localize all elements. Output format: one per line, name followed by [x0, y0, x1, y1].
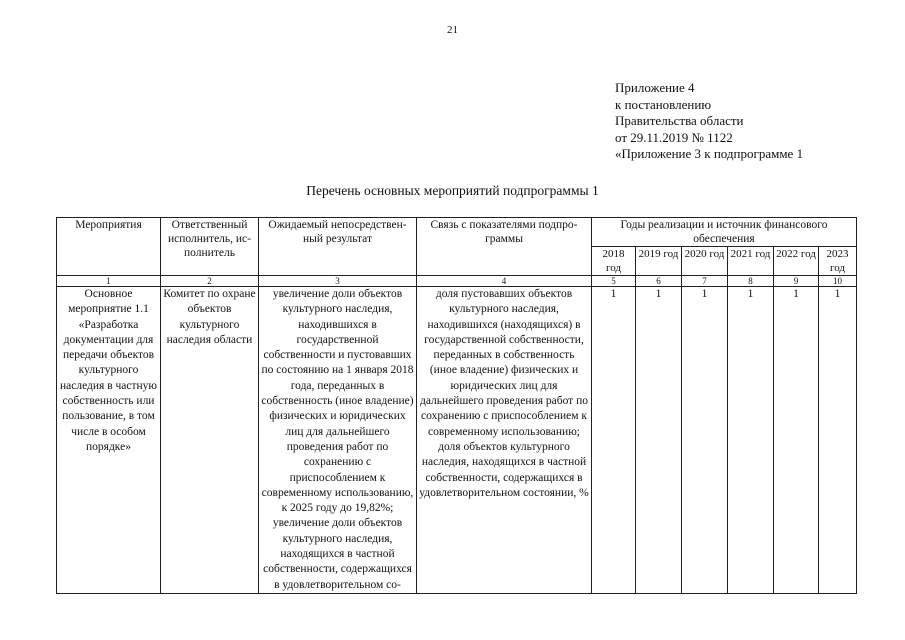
- header-years-group: Годы реализации и источник финансового обеспечения: [592, 218, 857, 247]
- cell-measure: Основное мероприятие 1.1 «Разработка документации для передачи объектов культурного наследия в частную собственность или пользование, в том числе в особом порядке»: [57, 287, 161, 594]
- column-number: 2: [161, 276, 259, 287]
- header-year: 2019 год: [636, 247, 682, 276]
- appendix-block: [615, 80, 803, 163]
- cell-year-mark: 1: [728, 287, 774, 594]
- header-measures: Мероприятия: [57, 218, 161, 276]
- appendix-line: Правительства области: [615, 113, 744, 128]
- column-number: 6: [636, 276, 682, 287]
- header-year: 2023 год: [819, 247, 857, 276]
- column-number: 10: [819, 276, 857, 287]
- cell-year-mark: 1: [819, 287, 857, 594]
- header-year: 2021 год: [728, 247, 774, 276]
- header-indicator-link: Связь с показателями подпро-граммы: [417, 218, 592, 276]
- appendix-line: от 29.11.2019 № 1122: [615, 129, 733, 145]
- appendix-line: Приложение 4: [615, 80, 695, 95]
- cell-year-mark: 1: [774, 287, 819, 594]
- header-expected-result: Ожидаемый непосредствен-ный результат: [259, 218, 417, 276]
- appendix-line: «Приложение 3 к подпрограмме 1: [615, 146, 804, 161]
- column-number: 3: [259, 276, 417, 287]
- column-number: 5: [592, 276, 636, 287]
- page-title: Перечень основных мероприятий подпрограммы 1: [306, 183, 599, 198]
- cell-year-mark: 1: [636, 287, 682, 594]
- header-responsible: Ответственный исполнитель, ис-полнитель: [161, 218, 259, 276]
- appendix-line: к постановлению: [615, 96, 712, 112]
- cell-indicator-link: доля пустовавших объектов культурного наследия, находившихся (находящихся) в государственной собственности, переданных в собственность (иное владение) физических и юридических лиц для дальнейшего проведения работ по сохранению с приспособлением к современному использованию; доля объектов культурного наследия, находящихся в частной собственности, содержащихся в удовлетворительном состоянии, %: [417, 287, 592, 594]
- header-year: 2018 год: [592, 247, 636, 276]
- header-year: 2020 год: [682, 247, 728, 276]
- cell-year-mark: 1: [592, 287, 636, 594]
- cell-expected-result: увеличение доли объектов культурного наследия, находившихся в государственной собственности и пустовавших по состоянию на 1 января 2018 года, переданных в собственность (иное владение) физических и юридических лиц для дальнейшего проведения работ по сохранению с приспособлением к современному использованию, к 2025 году до 19,82%; увеличение доли объектов культурного наследия, находящихся в частной собственности, содержащихся в удовлетворительном со-: [259, 287, 417, 594]
- column-number: 8: [728, 276, 774, 287]
- cell-responsible: Комитет по охране объектов культурного наследия области: [161, 287, 259, 594]
- page-number: 21: [447, 24, 458, 36]
- table-row: [57, 287, 857, 594]
- cell-year-mark: 1: [682, 287, 728, 594]
- column-number: 4: [417, 276, 592, 287]
- column-number: 7: [682, 276, 728, 287]
- measures-table: [56, 217, 857, 594]
- column-number: 1: [57, 276, 161, 287]
- header-year: 2022 год: [774, 247, 819, 276]
- column-number: 9: [774, 276, 819, 287]
